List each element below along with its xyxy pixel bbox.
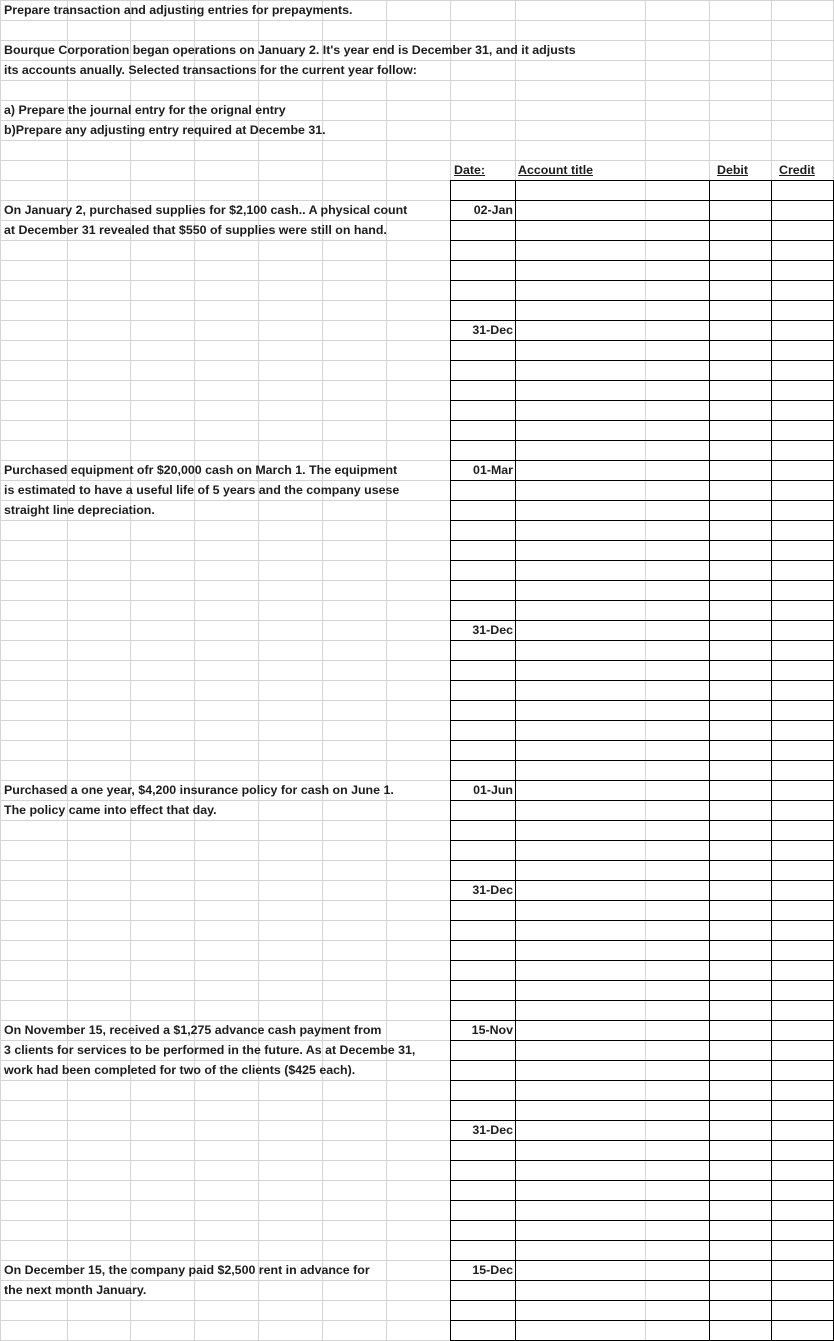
account-title-cell[interactable]	[516, 1221, 709, 1240]
entry-date: 01-Jun	[473, 783, 513, 797]
account-title-cell[interactable]	[516, 1201, 709, 1220]
account-title-cell[interactable]	[516, 221, 709, 240]
debit-cell[interactable]	[710, 281, 771, 300]
debit-cell[interactable]	[710, 1001, 771, 1020]
account-title-cell[interactable]	[516, 1161, 709, 1180]
debit-cell[interactable]	[710, 841, 771, 860]
debit-cell[interactable]	[710, 1061, 771, 1080]
account-title-cell[interactable]	[516, 1181, 709, 1200]
entry-date: 15-Nov	[471, 1023, 513, 1037]
account-title-cell[interactable]	[516, 661, 709, 680]
credit-cell[interactable]	[772, 401, 833, 420]
account-title-cell[interactable]	[516, 861, 709, 880]
credit-cell[interactable]	[772, 581, 833, 600]
credit-cell[interactable]	[772, 1221, 833, 1240]
entry-date: 01-Mar	[473, 463, 513, 477]
account-title-cell[interactable]	[516, 541, 709, 560]
account-title-cell[interactable]	[516, 1021, 709, 1040]
debit-cell[interactable]	[710, 881, 771, 900]
account-title-cell[interactable]	[516, 961, 709, 980]
credit-cell[interactable]	[772, 201, 833, 220]
debit-cell[interactable]	[710, 441, 771, 460]
account-title-cell[interactable]	[516, 921, 709, 940]
debit-cell[interactable]	[710, 621, 771, 640]
debit-cell[interactable]	[710, 801, 771, 820]
credit-cell[interactable]	[772, 181, 833, 200]
account-title-cell[interactable]	[516, 621, 709, 640]
credit-cell[interactable]	[772, 641, 833, 660]
debit-cell[interactable]	[710, 301, 771, 320]
debit-cell[interactable]	[710, 761, 771, 780]
account-title-cell[interactable]	[516, 681, 709, 700]
credit-cell[interactable]	[772, 1141, 833, 1160]
transaction-description-line: On December 15, the company paid $2,500 rent in advance for	[4, 1263, 370, 1277]
account-title-cell[interactable]	[516, 1061, 709, 1080]
debit-cell[interactable]	[710, 1141, 771, 1160]
transaction-description-line: On January 2, purchased supplies for $2,100 cash.. A physical count	[4, 203, 408, 217]
account-title-cell[interactable]	[516, 481, 709, 500]
transaction-description-line: Purchased a one year, $4,200 insurance policy for cash on June 1.	[4, 783, 394, 797]
credit-cell[interactable]	[772, 861, 833, 880]
account-title-cell[interactable]	[516, 821, 709, 840]
debit-cell[interactable]	[710, 341, 771, 360]
account-title-cell[interactable]	[516, 1261, 709, 1280]
credit-cell[interactable]	[772, 261, 833, 280]
debit-cell[interactable]	[710, 1221, 771, 1240]
debit-cell[interactable]	[710, 1081, 771, 1100]
debit-cell[interactable]	[710, 1201, 771, 1220]
account-title-cell[interactable]	[516, 1141, 709, 1160]
gridline-horizontal	[0, 160, 834, 161]
account-title-cell[interactable]	[516, 341, 709, 360]
debit-cell[interactable]	[710, 1121, 771, 1140]
credit-cell[interactable]	[772, 1101, 833, 1120]
gridline-horizontal	[0, 140, 834, 141]
account-title-cell[interactable]	[516, 741, 709, 760]
debit-cell[interactable]	[710, 481, 771, 500]
transaction-description-line: straight line depreciation.	[4, 503, 155, 517]
debit-cell[interactable]	[710, 321, 771, 340]
credit-cell[interactable]	[772, 1161, 833, 1180]
credit-cell[interactable]	[772, 1061, 833, 1080]
credit-cell[interactable]	[772, 761, 833, 780]
debit-cell[interactable]	[710, 701, 771, 720]
debit-cell[interactable]	[710, 1261, 771, 1280]
credit-cell[interactable]	[772, 901, 833, 920]
credit-cell[interactable]	[772, 481, 833, 500]
credit-cell[interactable]	[772, 961, 833, 980]
account-title-cell[interactable]	[516, 361, 709, 380]
account-title-cell[interactable]	[516, 1301, 709, 1320]
debit-cell[interactable]	[710, 521, 771, 540]
account-title-cell[interactable]	[516, 441, 709, 460]
debit-cell[interactable]	[710, 941, 771, 960]
transaction-description-line: On November 15, received a $1,275 advance cash payment from	[4, 1023, 382, 1037]
debit-cell[interactable]	[710, 661, 771, 680]
account-title-cell[interactable]	[516, 261, 709, 280]
debit-cell[interactable]	[710, 601, 771, 620]
credit-cell[interactable]	[772, 241, 833, 260]
account-title-cell[interactable]	[516, 201, 709, 220]
adjusting-entry-date: 31-Dec	[472, 883, 513, 897]
account-title-cell[interactable]	[516, 1081, 709, 1100]
credit-cell[interactable]	[772, 381, 833, 400]
credit-cell[interactable]	[772, 941, 833, 960]
debit-cell[interactable]	[710, 1101, 771, 1120]
account-title-cell[interactable]	[516, 1101, 709, 1120]
account-title-cell[interactable]	[516, 601, 709, 620]
credit-cell[interactable]	[772, 781, 833, 800]
account-title-cell[interactable]	[516, 1001, 709, 1020]
account-title-cell[interactable]	[516, 941, 709, 960]
credit-cell[interactable]	[772, 421, 833, 440]
credit-cell[interactable]	[772, 1201, 833, 1220]
entry-date: 02-Jan	[473, 203, 513, 217]
debit-cell[interactable]	[710, 1041, 771, 1060]
account-title-cell[interactable]	[516, 241, 709, 260]
credit-cell[interactable]	[772, 601, 833, 620]
account-title-cell[interactable]	[516, 801, 709, 820]
intro-line: Bourque Corporation began operations on January 2. It's year end is December 31, and it adjusts	[4, 43, 576, 57]
intro-line: its accounts anually. Selected transactions for the current year follow:	[4, 63, 417, 77]
credit-cell[interactable]	[772, 301, 833, 320]
instruction-line: b)Prepare any adjusting entry required at Decembe 31.	[4, 123, 326, 137]
debit-cell[interactable]	[710, 261, 771, 280]
credit-cell[interactable]	[772, 501, 833, 520]
credit-column-header: Credit	[779, 163, 815, 177]
credit-cell[interactable]	[772, 881, 833, 900]
account-title-cell[interactable]	[516, 1281, 709, 1300]
account-title-cell[interactable]	[516, 1321, 709, 1340]
debit-cell[interactable]	[710, 1161, 771, 1180]
credit-cell[interactable]	[772, 221, 833, 240]
debit-cell[interactable]	[710, 401, 771, 420]
account-title-cell[interactable]	[516, 561, 709, 580]
account-title-cell[interactable]	[516, 701, 709, 720]
account-title-cell[interactable]	[516, 981, 709, 1000]
account-title-cell[interactable]	[516, 421, 709, 440]
transaction-description-line: at December 31 revealed that $550 of supplies were still on hand.	[4, 223, 387, 237]
credit-cell[interactable]	[772, 281, 833, 300]
credit-cell[interactable]	[772, 921, 833, 940]
debit-cell[interactable]	[710, 721, 771, 740]
account-title-cell[interactable]	[516, 521, 709, 540]
account-title-cell[interactable]	[516, 461, 709, 480]
account-title-cell[interactable]	[516, 1041, 709, 1060]
account-title-cell[interactable]	[516, 1121, 709, 1140]
account-title-cell[interactable]	[516, 781, 709, 800]
credit-cell[interactable]	[772, 841, 833, 860]
transaction-description-line: The policy came into effect that day.	[4, 803, 217, 817]
credit-cell[interactable]	[772, 1181, 833, 1200]
account-title-cell[interactable]	[516, 1241, 709, 1260]
debit-cell[interactable]	[710, 741, 771, 760]
account-title-cell[interactable]	[516, 181, 709, 200]
account-title-cell[interactable]	[516, 881, 709, 900]
debit-cell[interactable]	[710, 501, 771, 520]
credit-cell[interactable]	[772, 361, 833, 380]
debit-cell[interactable]	[710, 361, 771, 380]
debit-cell[interactable]	[710, 1301, 771, 1320]
debit-cell[interactable]	[710, 821, 771, 840]
credit-cell[interactable]	[772, 801, 833, 820]
credit-cell[interactable]	[772, 1321, 833, 1340]
credit-cell[interactable]	[772, 701, 833, 720]
credit-cell[interactable]	[772, 621, 833, 640]
credit-cell[interactable]	[772, 1021, 833, 1040]
date-column-header: Date:	[454, 163, 485, 177]
adjusting-entry-date: 31-Dec	[472, 1123, 513, 1137]
transaction-description-line: 3 clients for services to be performed in the future. As at Decembe 31,	[4, 1043, 416, 1057]
credit-cell[interactable]	[772, 1281, 833, 1300]
debit-cell[interactable]	[710, 1181, 771, 1200]
account-title-cell[interactable]	[516, 761, 709, 780]
credit-cell[interactable]	[772, 341, 833, 360]
credit-cell[interactable]	[772, 741, 833, 760]
debit-cell[interactable]	[710, 641, 771, 660]
account-title-cell[interactable]	[516, 841, 709, 860]
debit-cell[interactable]	[710, 901, 771, 920]
credit-cell[interactable]	[772, 661, 833, 680]
credit-cell[interactable]	[772, 461, 833, 480]
transaction-description-line: is estimated to have a useful life of 5 years and the company usese	[4, 483, 400, 497]
debit-cell[interactable]	[710, 781, 771, 800]
credit-cell[interactable]	[772, 561, 833, 580]
account-title-cell[interactable]	[516, 581, 709, 600]
gridline-horizontal	[0, 20, 834, 21]
account-title-cell[interactable]	[516, 721, 709, 740]
debit-cell[interactable]	[710, 961, 771, 980]
debit-cell[interactable]	[710, 461, 771, 480]
credit-cell[interactable]	[772, 321, 833, 340]
credit-cell[interactable]	[772, 681, 833, 700]
debit-cell[interactable]	[710, 421, 771, 440]
debit-column-header: Debit	[717, 163, 748, 177]
debit-cell[interactable]	[710, 1321, 771, 1340]
account-title-cell[interactable]	[516, 381, 709, 400]
credit-cell[interactable]	[772, 541, 833, 560]
credit-cell[interactable]	[772, 821, 833, 840]
instruction-line: a) Prepare the journal entry for the orignal entry	[4, 103, 286, 117]
debit-cell[interactable]	[710, 581, 771, 600]
transaction-description-line: the next month January.	[4, 1283, 147, 1297]
debit-cell[interactable]	[710, 981, 771, 1000]
page-title: Prepare transaction and adjusting entries for prepayments.	[4, 3, 353, 17]
account-title-column-header: Account title	[518, 163, 594, 177]
entry-date: 15-Dec	[472, 1263, 513, 1277]
debit-cell[interactable]	[710, 1021, 771, 1040]
debit-cell[interactable]	[710, 1241, 771, 1260]
debit-cell[interactable]	[710, 561, 771, 580]
debit-cell[interactable]	[710, 221, 771, 240]
account-title-cell[interactable]	[516, 901, 709, 920]
debit-cell[interactable]	[710, 181, 771, 200]
credit-cell[interactable]	[772, 1121, 833, 1140]
gridline-horizontal	[0, 80, 834, 81]
credit-cell[interactable]	[772, 1041, 833, 1060]
transaction-description-line: Purchased equipment ofr $20,000 cash on March 1. The equipment	[4, 463, 398, 477]
debit-cell[interactable]	[710, 241, 771, 260]
debit-cell[interactable]	[710, 921, 771, 940]
debit-cell[interactable]	[710, 861, 771, 880]
account-title-cell[interactable]	[516, 321, 709, 340]
transaction-description-line: work had been completed for two of the clients ($425 each).	[4, 1063, 356, 1077]
account-title-cell[interactable]	[516, 401, 709, 420]
debit-cell[interactable]	[710, 201, 771, 220]
debit-cell[interactable]	[710, 1281, 771, 1300]
credit-cell[interactable]	[772, 721, 833, 740]
credit-cell[interactable]	[772, 441, 833, 460]
credit-cell[interactable]	[772, 1301, 833, 1320]
credit-cell[interactable]	[772, 1261, 833, 1280]
debit-cell[interactable]	[710, 541, 771, 560]
debit-cell[interactable]	[710, 381, 771, 400]
account-title-cell[interactable]	[516, 501, 709, 520]
account-title-cell[interactable]	[516, 641, 709, 660]
account-title-cell[interactable]	[516, 301, 709, 320]
adjusting-entry-date: 31-Dec	[472, 323, 513, 337]
debit-cell[interactable]	[710, 681, 771, 700]
account-title-cell[interactable]	[516, 281, 709, 300]
credit-cell[interactable]	[772, 1001, 833, 1020]
credit-cell[interactable]	[772, 1241, 833, 1260]
adjusting-entry-date: 31-Dec	[472, 623, 513, 637]
credit-cell[interactable]	[772, 1081, 833, 1100]
credit-cell[interactable]	[772, 521, 833, 540]
credit-cell[interactable]	[772, 981, 833, 1000]
